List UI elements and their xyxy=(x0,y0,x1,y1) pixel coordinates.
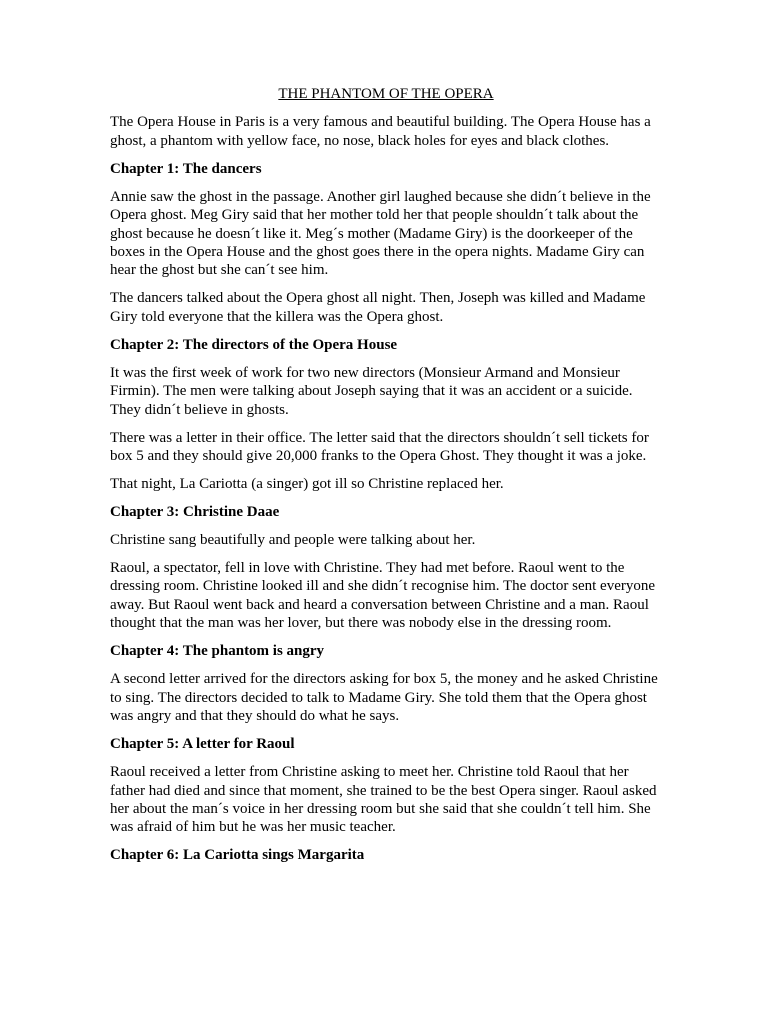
paragraph: A second letter arrived for the directors asking for box 5, the money and he asked Christine to sing. The directors decided to talk to Madame Giry. She told them that the Opera ghost was angry and that they should do what he says. xyxy=(110,671,658,725)
chapter-heading: Chapter 3: Christine Daae xyxy=(110,504,280,521)
document-title: THE PHANTOM OF THE OPERA xyxy=(278,86,494,102)
chapter-heading: Chapter 6: La Cariotta sings Margarita xyxy=(110,847,365,864)
paragraph: Raoul, a spectator, fell in love with Christine. They had met before. Raoul went to the dressing room. Christine looked ill and she didn´t recognise him. The doctor sent everyone away. But Raoul went back and heard a conversation between Christine and a man. Raoul thought that the man was her lover, but there was nobody else in the dressing room. xyxy=(110,560,656,632)
chapter-heading: Chapter 2: The directors of the Opera House xyxy=(110,336,398,353)
chapter-heading: Chapter 5: A letter for Raoul xyxy=(110,736,295,753)
intro-paragraph: The Opera House in Paris is a very famous and beautiful building. The Opera House has a ghost, a phantom with yellow face, no nose, black holes for eyes and black clothes. xyxy=(110,114,651,149)
paragraph: The dancers talked about the Opera ghost all night. Then, Joseph was killed and Madame Giry told everyone that the killera was the Opera ghost. xyxy=(110,290,646,325)
paragraph: That night, La Cariotta (a singer) got ill so Christine replaced her. xyxy=(110,476,504,493)
paragraph: There was a letter in their office. The letter said that the directors shouldn´t sell tickets for box 5 and they should give 20,000 franks to the Opera Ghost. They thought it was a joke. xyxy=(110,429,649,465)
paragraph: It was the first week of work for two new directors (Monsieur Armand and Monsieur Firmin). The men were talking about Joseph saying that it was an accident or a suicide. They didn´t believe in ghosts. xyxy=(110,364,633,418)
chapter-heading: Chapter 4: The phantom is angry xyxy=(110,643,325,660)
document-page xyxy=(110,85,662,874)
paragraph: Annie saw the ghost in the passage. Another girl laughed because she didn´t believe in the Opera ghost. Meg Giry said that her mother told her that people shouldn´t talk about the ghost because he doesn´t like it. Meg´s mother (Madame Giry) is the doorkeeper of the boxes in the Opera House and the ghost goes there in the opera nights. Madame Giry can hear the ghost but she can´t see him. xyxy=(110,188,651,279)
paragraph: Christine sang beautifully and people were talking about her. xyxy=(110,532,476,549)
chapter-heading: Chapter 1: The dancers xyxy=(110,160,262,177)
paragraph: Raoul received a letter from Christine asking to meet her. Christine told Raoul that her father had died and since that moment, she trained to be the best Opera singer. Raoul asked her about the man´s voice in her dressing room but she said that she couldn´t tell him. She was afraid of him but he was her music teacher. xyxy=(110,764,657,836)
